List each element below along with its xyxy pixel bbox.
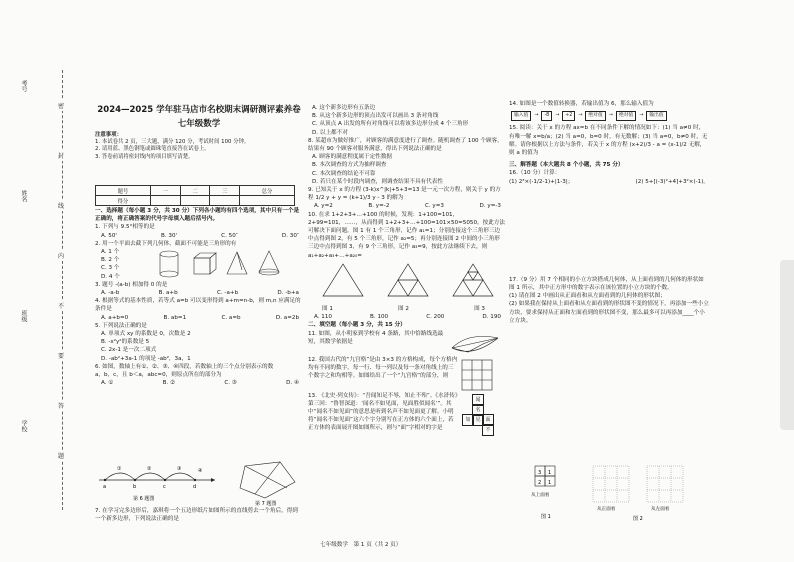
q10-options: [308, 313, 505, 321]
q9-options: [308, 202, 505, 210]
column-3: [509, 100, 709, 325]
score-header-cell: 三: [210, 186, 240, 196]
exam-title: 2024—2025 学年驻马店市名校期末调研测评素养卷: [97, 105, 301, 115]
option: D. -ab²+3a-1 的项是 -ab²，3a，1: [101, 355, 191, 362]
option: D. 4 个: [101, 273, 120, 280]
svg-text:c: c: [163, 484, 166, 490]
option: B. y=-2: [368, 203, 390, 210]
score-header-cell: 题号: [96, 186, 151, 196]
page-footer: 七年级数学 第 1 页（共 2 页）: [320, 542, 402, 548]
exam-subtitle: 七年级数学: [177, 119, 221, 129]
option: A. 单项式 xy 的系数是 0，次数是 2: [101, 331, 191, 338]
q6-options: [95, 379, 303, 387]
option: C. -a+b: [216, 290, 239, 297]
fig17-left-label: 从左面看: [651, 507, 670, 512]
flow-box: 输入值: [511, 111, 531, 121]
question-7: 7. 在学习完多边形后，嘉琪将一个五边形纸片如图所示的直线剪去一个角后，得到一个新多边形，下列说法正确的是: [95, 508, 298, 523]
seal-mark: 答: [58, 400, 64, 411]
score-cell[interactable]: [180, 196, 210, 206]
question-15: 15. 阅读：关于 x 的方程 ax=b 在不同条件下解的情况如下：(1) 当 a≠0 时，有唯一解 x=b/a；(2) 当 a=0，b=0 时，有无数解；(3) 当 a=0，b≠0 时，无解。请你根据以上方法与条件，若关于 x 的方程 (x+2)/3 - a = (x-1)/2 无解，则 a 的值为: [509, 125, 708, 157]
question-16: 16.（10 分）计算：: [509, 170, 561, 177]
question-9: 9. 已知关于 x 的方程 (3-k)x^|k|+5+3=13 是一元一次方程，则关于 y 的方程 1/2 y + y = (k+1)/3 y - 3 的解为: [308, 187, 501, 202]
flow-box: 绝对值: [585, 111, 605, 121]
option: C. 2x-1 是一次二项式: [101, 347, 157, 354]
option: A. 这个新多边形有五条边: [312, 105, 376, 111]
topview-number: 3: [538, 470, 542, 476]
question-17-2: (2) 如果我在保持从上面看和从左面看到的形状图不变的情况下，再添加一些小立方块，要求保持从正面和左面看到的形状图不变，那么最多可以再添加____个小立方块。: [509, 301, 709, 324]
flow-box: 输出值: [646, 111, 666, 121]
score-cell[interactable]: [240, 196, 295, 206]
option: B. ab=1: [163, 314, 187, 321]
fig2-label: 图 2: [633, 516, 643, 522]
q13-block: [308, 392, 505, 436]
option: B. 100: [370, 314, 389, 321]
option: A. 1 个: [101, 249, 120, 256]
q16-part-1: (1) 2³×(-1/2-1)+|1-3|；: [509, 178, 574, 185]
question-5: 5. 下列说法正确的是: [95, 322, 147, 329]
figure-17: [515, 462, 705, 524]
seal-mark: 题: [58, 450, 64, 461]
option: C. 3 个: [101, 265, 120, 272]
notice-item: 2. 请用蓝、黑色钢笔或圆珠笔直接答在试卷上。: [95, 146, 210, 153]
q2-options: [95, 248, 149, 281]
cube-face: 名: [472, 404, 484, 416]
option: C. a=b: [221, 314, 241, 321]
field-school: 学校: [20, 420, 27, 432]
notice-item: 1. 本试卷共 2 页，三大题，满分 120 分，考试时间 100 分钟。: [95, 139, 250, 146]
question-11: 11. 如图，从小明家到学校有 4 条路，其中恰路线选最短，其数学依据是: [308, 330, 444, 345]
option: B. ②: [162, 380, 176, 387]
option: A. 110: [314, 314, 332, 321]
q12-block: [308, 356, 505, 392]
seal-mark: 密: [58, 100, 64, 111]
q5-options: [95, 330, 303, 363]
q16-part-2: (2) 5+[(-3)²+4]+3²×(-1)。: [635, 178, 709, 185]
question-10: 10. 在求 1+2+3+…+100 的时候，发现：1+100=101，2+99=101，……，从而得到 1+2+3+…+100=101×50=5050。按此方法可解决下面问题。图 1 有 1 个三角形，记作 a₁=1；分别连接这个三角形三边中点得到图 2，有 5 个三角形，记作 a₂=5；再分别连接图 2 中间的小三角形三边中点得到图 3，有 9 个三角形，记作 a₃=9，按此方法继续下去，则 a₁+a₂+a₃+…+a₂₀=: [308, 211, 506, 259]
answer-space-16[interactable]: [509, 186, 709, 276]
option: B. 30': [161, 232, 178, 239]
q2-block: [95, 248, 303, 281]
question-1: 1. 下列与 9.5°相等的是: [95, 224, 155, 231]
option: A. ①: [101, 380, 114, 387]
q7-options: [308, 104, 505, 137]
svg-text:④: ④: [198, 468, 203, 474]
question-3: 3. 题号 -(a-b) 相加得 0 的是: [95, 281, 168, 288]
question-6: 6. 如图，数轴上有①、②、③、④四段，若数轴上的三个点分别表示的数: [95, 363, 274, 370]
score-row: [96, 196, 295, 206]
flow-box: ÷2: [562, 111, 575, 121]
figure-label: 图 2: [398, 306, 409, 313]
option: D. ④: [286, 380, 299, 387]
notice-heading: 注意事项：: [95, 132, 122, 138]
svg-text:②: ②: [147, 466, 152, 472]
question-4: 4. 根据等式的基本性质，若等式 a=b 可以变形得到 a+m=n-b，则 m,n 应满足的条件是: [95, 298, 301, 313]
svg-text:①: ①: [117, 466, 122, 472]
cube-net-figure: [458, 392, 502, 436]
column-2: [308, 104, 505, 436]
seal-mark: 要: [58, 350, 64, 361]
field-class: 班级: [20, 310, 27, 322]
option: D. 190: [482, 314, 501, 321]
option: D. y=-3: [479, 203, 501, 210]
cube-face: 如: [462, 414, 474, 426]
seal-mark: 封: [58, 150, 64, 161]
topview-number: 2: [538, 480, 542, 486]
fig17-front-label: 从正面看: [597, 507, 616, 512]
svg-text:d: d: [193, 484, 197, 490]
binding-strip: [0, 60, 92, 530]
option: B. 从这个新多边形的顶点出发可以画出 3 条对角线: [312, 113, 439, 120]
fig7-caption: 第 7 题图: [255, 501, 277, 506]
option: A. -a-b: [101, 290, 120, 297]
q16-parts: [509, 178, 709, 186]
seal-line: [62, 70, 63, 510]
score-cell[interactable]: [150, 196, 180, 206]
fig17-topview-label: 从上面看: [531, 493, 550, 498]
score-header-cell: 二: [180, 186, 210, 196]
field-name: 姓名: [20, 190, 27, 202]
option: D. -b+a: [277, 290, 299, 297]
cube-face: 闻: [472, 394, 484, 406]
flow-diagram: 输入值 → -8 → ÷2 → 绝对值 → 绝对值 → 输出值: [511, 111, 709, 121]
option: B. 2 个: [101, 257, 120, 264]
column-1: [95, 207, 303, 387]
notice-item: 3. 答卷前请将密封线内的项目填写清楚。: [95, 153, 194, 160]
q4-options: [95, 314, 303, 322]
question-6-cont: a，b，c，且 b＜a，abc=0，则原点所在的部分为: [95, 372, 222, 379]
option: B. -x²y²的系数是 5: [101, 339, 150, 346]
section-1-heading: 一、选择题（每小题 3 分，共 30 分）下列各小题均有四个选项，其中只有一个是正确的，将正确答案的代号字母填入题后括号内。: [95, 208, 300, 223]
magic-square-figure: [458, 356, 498, 392]
seal-mark: 不: [58, 300, 64, 311]
svg-text:③: ③: [177, 466, 182, 472]
option: B. 本次调查的方式为抽样调查: [312, 162, 387, 169]
score-header-row: [96, 186, 295, 196]
question-14: 14. 如图是一个数值转换器，若输出值为 6，那么输入值为: [509, 101, 654, 107]
field-exam-number: 考号: [20, 80, 27, 92]
option: D. 若只在某个时段内调查，则调查结果不具有代表性: [312, 178, 443, 185]
flow-box: 绝对值: [616, 111, 636, 121]
option: C. 200: [426, 314, 445, 321]
viewer-scrollbar[interactable]: [780, 260, 794, 430]
q11-block: [308, 330, 505, 356]
topview-number: 1: [548, 470, 552, 476]
option: C. y=3: [424, 203, 444, 210]
option: B. a+b: [158, 290, 178, 297]
option: A. 50': [101, 232, 117, 239]
figure-label: 图 1: [322, 306, 333, 313]
question-2: 2. 用一个平面去截下列几何体，截面不可能是三角形的有: [95, 240, 237, 247]
cube-face: 不: [482, 424, 494, 436]
option: C. 从顶点 A 出发的所有对角线可以将该多边形分成 4 个三角形: [312, 121, 469, 128]
option: C. 本次调查的结论不可靠: [312, 170, 376, 177]
fig1-label: 图 1: [541, 514, 551, 520]
question-8: 8. 某超市为做好推广，对顾客的满意度进行了调查。随机调查了 100 个顾客，结果有 90 个顾客对服务满意，得出下列说法正确的是: [308, 137, 503, 153]
svg-text:b: b: [133, 484, 137, 490]
fig10-labels: [308, 305, 505, 313]
option: D. 以上都不对: [312, 129, 348, 136]
cube-face: 见: [472, 414, 484, 426]
section-2-heading: 二、填空题（每小题 3 分，共 15 分）: [308, 322, 406, 329]
triangles-figure: [308, 260, 505, 302]
svg-text:a: a: [103, 484, 107, 490]
route-figure: [448, 330, 503, 356]
score-header-cell: 总分: [240, 186, 295, 196]
question-13: 13. 《北史·列女传》：“吾闻知足不辱，知止不殆”。《水浒传》第三回：“鲁智深道：‘闻名不如见面，见面胜似闻名’”。其中“闻名不如见面”的意思是听到名声不如见面更了解。小明将“闻名不如见面”这六个字分别写在正方体的六个面上，若正方体的表面展开图如图所示，则与“面”字相对的字是: [308, 392, 458, 432]
topview-number: 1: [548, 480, 552, 486]
question-7-block: [95, 507, 303, 523]
q3-options: [95, 289, 303, 297]
score-row-label: 得分: [96, 196, 151, 206]
option: C. 50″: [221, 232, 238, 239]
score-table: [95, 185, 295, 206]
option: A. 顾客的满意程度属于定性数据: [312, 154, 393, 161]
q8-options: [308, 153, 505, 186]
q1-options: [95, 232, 303, 240]
seal-mark: 内: [58, 250, 64, 261]
question-17: 17.（9 分）用 7 个相同的小立方块搭成几何体，从上面看到的几何体的形状如图 1 所示，其中正方形中的数字表示在该位置的小立方块的个数。: [509, 276, 704, 292]
cube-face: 面: [482, 414, 494, 426]
notice-block: [95, 132, 303, 161]
figures-6-7: [95, 458, 305, 506]
option: D. a=2b: [275, 314, 299, 321]
question-17-1: (1) 请在图 2 中画出从正面看和从左面看到的几何体的形状图；: [509, 293, 666, 300]
question-12: 12. 我国古代的“九宫格”是由 3×3 的方格构成，每个方格内均有不同的数字，每一行、每一列以及每一条对角线上的三个数字之和均相等。如图给出了一个“九宫格”的部分，则: [308, 356, 458, 380]
score-header-cell: 一: [150, 186, 180, 196]
figure-label: 图 3: [474, 306, 485, 313]
option: C. ③: [224, 380, 237, 387]
section-3-heading: 三、解答题（本大题共 8 个小题，共 75 分）: [509, 162, 624, 169]
option: A. a+b=0: [101, 314, 129, 321]
option: A. y=2: [314, 203, 333, 210]
option: D. 30″: [281, 232, 299, 239]
flow-box: -8: [541, 111, 552, 121]
seal-mark: 线: [58, 200, 64, 211]
solids-figure: [149, 248, 299, 280]
score-cell[interactable]: [210, 196, 240, 206]
fig6-caption: 第 6 题图: [133, 496, 155, 502]
